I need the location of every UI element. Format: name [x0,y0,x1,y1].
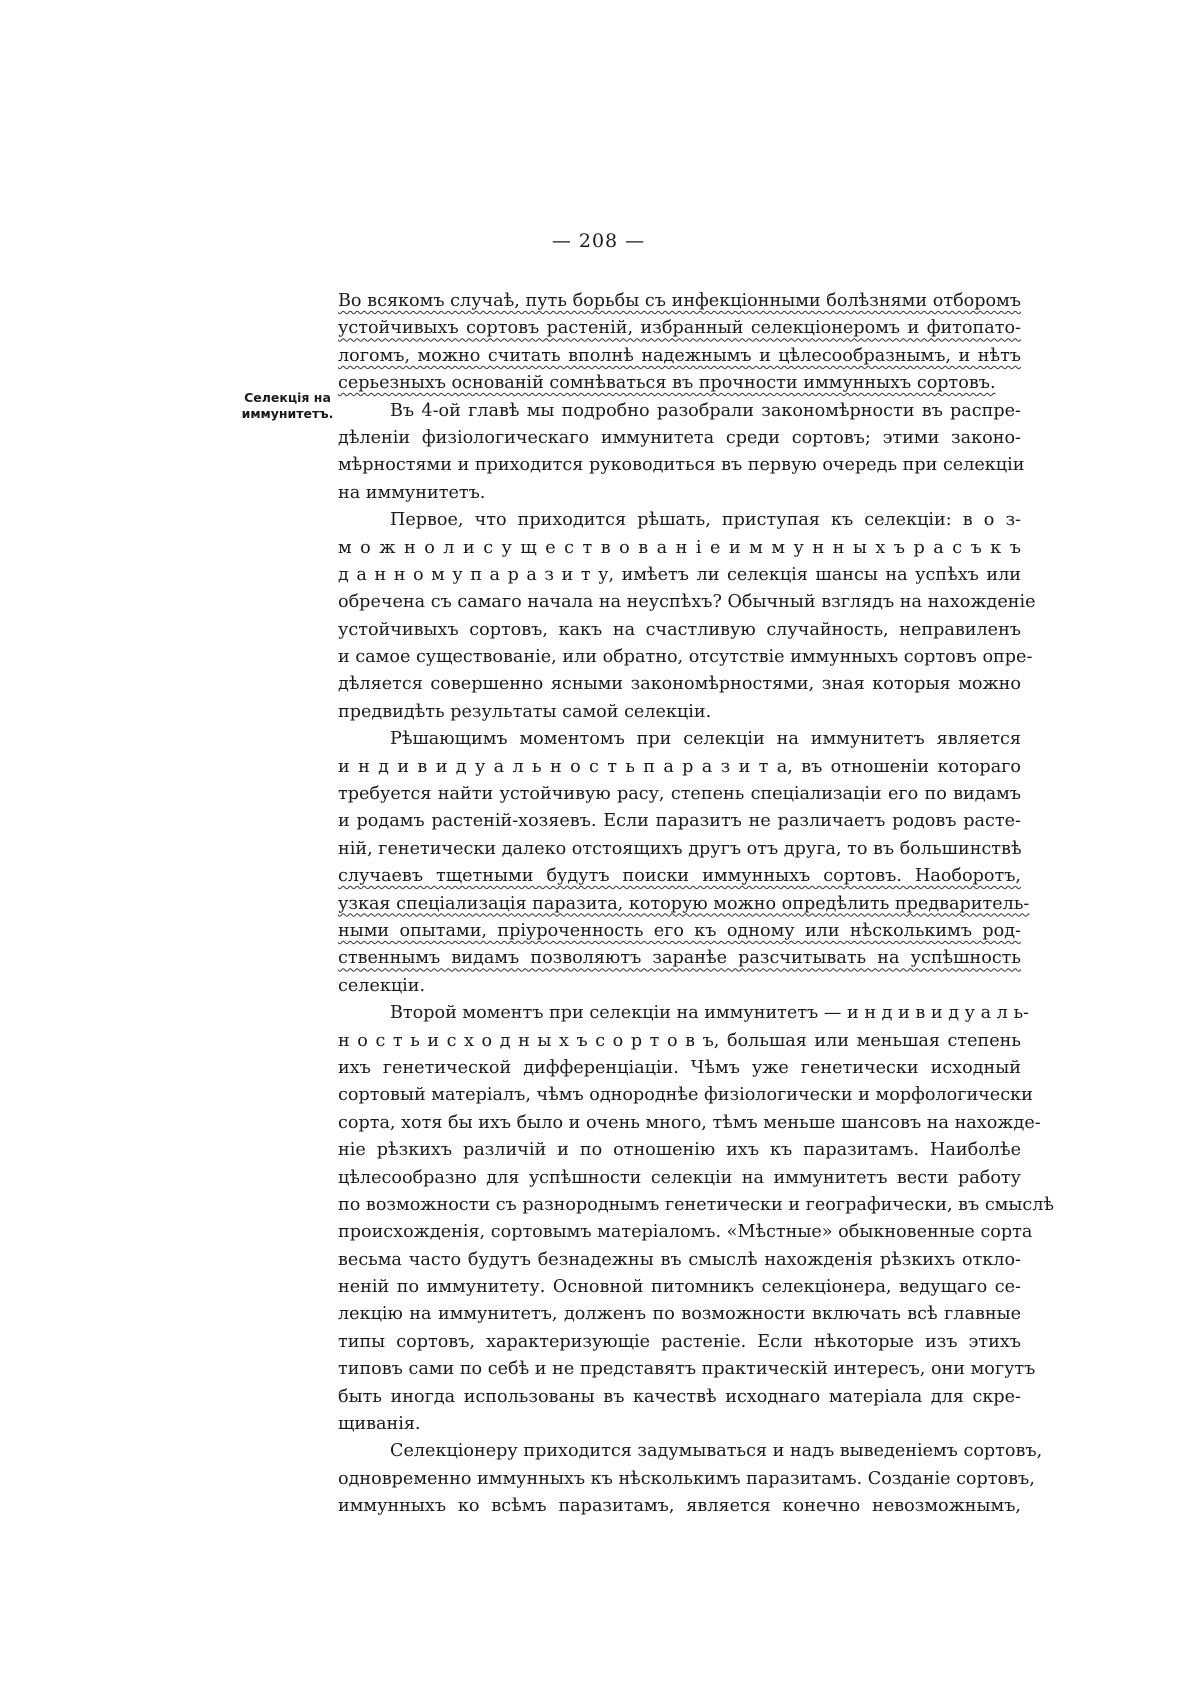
text-line [338,1438,1043,1465]
text-line [338,1192,1055,1219]
text-line-content: ніе рѣзкихъ различій и по отношенію ихъ къ паразитамъ. Наиболѣе [338,1140,1021,1161]
text-line [338,1110,1041,1137]
text-line-content: н о с т ь и с х о д н ы х ъ с о р т о в ъ, большая или меньшая степень [338,1030,1021,1051]
text-line [338,398,1021,425]
text-line [338,726,1021,753]
text-line [338,918,1021,945]
text-line-content: Во всякомъ случаѣ, путь борьбы съ инфекціонными болѣзнями отборомъ [338,291,1021,311]
text-line [338,836,1021,863]
text-line [338,288,1021,315]
text-line-content: д а н н о м у п а р а з и т у, имѣетъ ли селекція шансы на успѣхъ или [338,564,1021,585]
text-line-content: сортовый матеріалъ, чѣмъ однороднѣе физіологически и морфологически [338,1085,1033,1106]
text-line-content: быть иногда использованы въ качествѣ исходнаго матеріала для скре- [338,1386,1021,1407]
text-line-content: типовъ сами по себѣ и не представятъ практическій интересъ, они могутъ [338,1359,1036,1380]
text-line-content: дѣляется совершенно ясными закономѣрностями, зная которыя можно [338,674,1021,695]
text-line-content: происхожденія, сортовымъ матеріаломъ. «Мѣстные» обыкновенные сорта [338,1222,1033,1243]
text-line [338,370,1021,397]
text-line [338,1028,1021,1055]
text-line-content: ственнымъ видамъ позволяютъ заранѣе разсчитывать на успѣшность [338,948,1021,969]
text-line [338,1466,1035,1493]
text-line-content: Второй моментъ при селекціи на иммунитетъ — и н д и в и д у а л ь- [390,1003,1029,1024]
text-line [338,644,1033,671]
text-line-content: ными опытами, пріуроченность его къ одному или нѣсколькимъ род- [338,920,1021,941]
text-line-content: Первое, что приходится рѣшать, приступая къ селекціи: в о з- [390,510,1021,531]
text-line-content: дѣленіи физіологическаго иммунитета среди сортовъ; этими законо- [338,427,1021,448]
text-line-content: Селекціонеру приходится задумываться и надъ выведеніемъ сортовъ, [390,1441,1043,1462]
text-line [338,425,1021,452]
text-line [338,535,1021,562]
text-line [338,699,1021,726]
text-line [338,1329,1021,1356]
text-line-content: устойчивыхъ сортовъ растеній, избранный селекціонеромъ и фитопато- [338,318,1021,339]
text-line-content: щиванія. [338,1414,421,1435]
text-line [338,343,1021,370]
text-line-content: по возможности съ разнороднымъ генетически и географически, въ смыслѣ [338,1194,1055,1215]
text-line-content: и н д и в и д у а л ь н о с т ь п а р а з и т а, въ отношеніи котораго [338,756,1021,777]
text-line [338,1055,1021,1082]
text-line [338,315,1021,342]
text-line-content: на иммунитетъ. [338,482,486,503]
text-line-content: и родамъ растеній-хозяевъ. Если паразитъ не различаетъ родовъ расте- [338,811,1021,832]
text-line [338,1247,1021,1274]
text-line [338,1137,1021,1164]
text-line-content: предвидѣть результаты самой селекціи. [338,701,712,722]
text-line [338,1219,1033,1246]
text-line [338,507,1021,534]
text-line-content: мѣрностями и приходится руководиться въ первую очередь при селекціи [338,455,1025,476]
text-line [338,617,1021,644]
text-line-content: Въ 4-ой главѣ мы подробно разобрали закономѣрности въ распре- [390,400,1021,421]
text-line-content: неній по иммунитету. Основной питомникъ селекціонера, ведущаго се- [338,1277,1021,1298]
text-line [338,1301,1021,1328]
text-line-content: ихъ генетической дифференціаціи. Чѣмъ уже генетически исходный [338,1057,1021,1078]
text-line [338,754,1021,781]
text-line [338,891,1030,918]
text-line-content: ній, генетически далеко отстоящихъ другъ отъ друга, то въ большинствѣ [338,838,1022,859]
text-line-content: одновременно иммунныхъ къ нѣсколькимъ паразитамъ. Созданіе сортовъ, [338,1468,1035,1489]
text-line-content: цѣлесообразно для успѣшности селекціи на иммунитетъ вести работу [338,1167,1021,1188]
text-line-content: лекцію на иммунитетъ, долженъ по возможности включать всѣ главные [338,1304,1021,1325]
text-line-content: узкая спеціализація паразита, которую можно опредѣлить предваритель- [338,893,1030,914]
text-line-content: сорта, хотя бы ихъ было и очень много, тѣмъ меньше шансовъ на нахожде- [338,1112,1041,1133]
text-line-content: случаевъ тщетными будутъ поиски иммунныхъ сортовъ. Наоборотъ, [338,866,1021,887]
text-line [338,452,1025,479]
text-line-content: иммунныхъ ко всѣмъ паразитамъ, является конечно невозможнымъ, [338,1496,1021,1517]
text-line [338,1384,1021,1411]
text-line [338,973,1021,1000]
text-line [338,863,1021,890]
text-line [338,1082,1033,1109]
text-line-content: и самое существованіе, или обратно, отсутствіе иммунныхъ сортовъ опре- [338,647,1033,668]
text-line [338,671,1021,698]
margin-note: Селекція на иммунитетъ. [241,390,334,421]
text-line [338,1000,1029,1027]
text-line [338,1493,1021,1520]
text-line-content: типы сортовъ, характеризующіе растеніе. Если нѣкоторые изъ этихъ [338,1331,1021,1352]
text-line [338,808,1021,835]
text-line [338,1356,1036,1383]
text-line-content: устойчивыхъ сортовъ, какъ на счастливую случайность, неправиленъ [338,619,1021,640]
text-line [338,945,1021,972]
text-line-content: весьма часто будутъ безнадежны въ смыслѣ нахожденія рѣзкихъ откло- [338,1249,1021,1270]
text-line-content: селекціи. [338,975,426,996]
text-line-content: логомъ, можно считать вполнѣ надежнымъ и цѣлесообразнымъ, и нѣтъ [338,345,1021,366]
body-text [338,288,1055,1521]
text-line [338,781,1021,808]
text-line-content: требуется найти устойчивую расу, степень спеціализаціи его по видамъ [338,784,1021,805]
text-line [338,480,1021,507]
text-line [338,589,1036,616]
text-line-content: м о ж н о л и с у щ е с т в о в а н і е и м м у н н ы х ъ р а с ъ к ъ [338,537,1021,558]
text-line [338,1274,1021,1301]
text-line [338,1165,1021,1192]
text-line-content: обречена съ самаго начала на неуспѣхъ? Обычный взглядъ на нахожденіе [338,592,1036,613]
text-line [338,562,1021,589]
text-line-content: серьезныхъ основаній сомнѣваться въ прочности иммунныхъ сортовъ. [338,373,996,394]
page-number: — 208 — [551,230,646,252]
text-line [338,1411,1021,1438]
text-line-content: Рѣшающимъ моментомъ при селекціи на иммунитетъ является [390,729,1021,750]
